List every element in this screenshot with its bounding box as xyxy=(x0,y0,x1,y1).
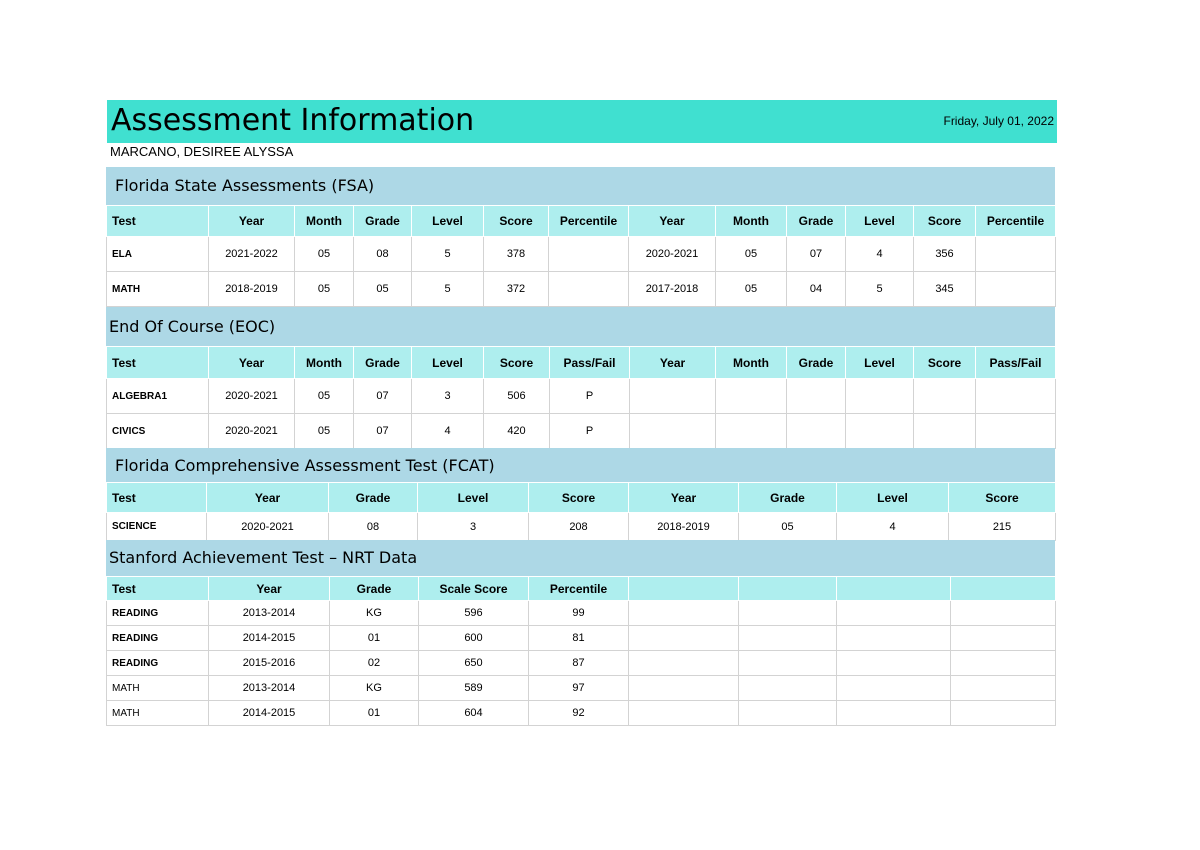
eoc-column-header: Score xyxy=(914,347,976,379)
sat-table-cell: MATH xyxy=(107,676,209,701)
fsa-column-header: Grade xyxy=(787,206,846,237)
eoc-table-cell xyxy=(846,414,914,449)
eoc-header-row xyxy=(107,347,1056,379)
eoc-column-header: Test xyxy=(107,347,209,379)
sat-table-row xyxy=(107,701,1056,726)
fsa-table-cell: MATH xyxy=(107,272,209,307)
report-date: Friday, July 01, 2022 xyxy=(943,114,1054,128)
sat-table-cell: 01 xyxy=(330,626,419,651)
sat-table-cell: 81 xyxy=(529,626,629,651)
fcat-column-header: Level xyxy=(418,483,529,513)
sat-column-header xyxy=(629,577,739,601)
sat-table-cell xyxy=(739,701,837,726)
fcat-column-header: Year xyxy=(207,483,329,513)
sat-table-row xyxy=(107,676,1056,701)
eoc-column-header: Pass/Fail xyxy=(976,347,1056,379)
sat-column-header: Scale Score xyxy=(419,577,529,601)
fcat-table-cell: SCIENCE xyxy=(107,513,207,541)
eoc-table-cell: 2020-2021 xyxy=(209,379,295,414)
fsa-table-cell xyxy=(976,272,1056,307)
fcat-table-cell: 208 xyxy=(529,513,629,541)
sat-table-cell xyxy=(951,601,1056,626)
sat-table-cell: 600 xyxy=(419,626,529,651)
sat-table-cell xyxy=(739,601,837,626)
eoc-column-header: Year xyxy=(630,347,716,379)
sat-table-cell: 589 xyxy=(419,676,529,701)
eoc-table-cell: 07 xyxy=(354,379,412,414)
fcat-table-cell: 05 xyxy=(739,513,837,541)
eoc-column-header: Level xyxy=(412,347,484,379)
fsa-column-header: Year xyxy=(209,206,295,237)
sat-table-cell: 2013-2014 xyxy=(209,676,330,701)
sat-column-header: Year xyxy=(209,577,330,601)
fsa-table-cell: 05 xyxy=(354,272,412,307)
sat-table-cell: 99 xyxy=(529,601,629,626)
fcat-column-header: Test xyxy=(107,483,207,513)
eoc-column-header: Grade xyxy=(787,347,846,379)
fsa-column-header: Score xyxy=(484,206,549,237)
fsa-column-header: Percentile xyxy=(549,206,629,237)
fcat-column-header: Score xyxy=(949,483,1056,513)
sat-table-cell: 2014-2015 xyxy=(209,701,330,726)
fsa-table-cell: 05 xyxy=(716,272,787,307)
sat-table-cell: 2013-2014 xyxy=(209,601,330,626)
fcat-table xyxy=(106,482,1056,541)
sat-table-cell: 650 xyxy=(419,651,529,676)
fsa-table-cell: 4 xyxy=(846,237,914,272)
fcat-table-cell: 4 xyxy=(837,513,949,541)
sat-table-cell xyxy=(629,601,739,626)
eoc-column-header: Month xyxy=(716,347,787,379)
fsa-table-cell: 345 xyxy=(914,272,976,307)
sat-table-cell xyxy=(837,626,951,651)
fsa-table-cell: 07 xyxy=(787,237,846,272)
fsa-table-row xyxy=(107,237,1056,272)
eoc-column-header: Pass/Fail xyxy=(550,347,630,379)
fsa-table-cell: 5 xyxy=(846,272,914,307)
fsa-column-header: Level xyxy=(846,206,914,237)
fsa-table-cell: ELA xyxy=(107,237,209,272)
fsa-table-cell: 378 xyxy=(484,237,549,272)
sat-table-row xyxy=(107,651,1056,676)
sat-table-cell: KG xyxy=(330,601,419,626)
fsa-column-header: Month xyxy=(716,206,787,237)
fcat-table-cell: 215 xyxy=(949,513,1056,541)
fcat-table-cell: 08 xyxy=(329,513,418,541)
sat-table-cell xyxy=(629,651,739,676)
fsa-table-cell: 05 xyxy=(716,237,787,272)
sat-table-cell xyxy=(739,626,837,651)
student-name: MARCANO, DESIREE ALYSSA xyxy=(110,144,294,159)
eoc-table-cell: ALGEBRA1 xyxy=(107,379,209,414)
sat-column-header: Percentile xyxy=(529,577,629,601)
eoc-table-cell: 05 xyxy=(295,379,354,414)
sat-table-cell: 92 xyxy=(529,701,629,726)
fsa-column-header: Test xyxy=(107,206,209,237)
eoc-table-cell xyxy=(914,379,976,414)
report-title: Assessment Information xyxy=(111,103,475,138)
sat-table-cell: READING xyxy=(107,651,209,676)
eoc-table-cell: 3 xyxy=(412,379,484,414)
fsa-table-cell: 2018-2019 xyxy=(209,272,295,307)
sat-column-header xyxy=(837,577,951,601)
fcat-table-cell: 2018-2019 xyxy=(629,513,739,541)
sat-table-cell xyxy=(837,651,951,676)
eoc-table-cell: 420 xyxy=(484,414,550,449)
sat-table-cell xyxy=(629,626,739,651)
fsa-table-cell: 5 xyxy=(412,237,484,272)
sat-column-header: Test xyxy=(107,577,209,601)
sat-table-cell: 604 xyxy=(419,701,529,726)
fsa-table-cell xyxy=(549,237,629,272)
eoc-table-cell: 506 xyxy=(484,379,550,414)
eoc-table-cell: P xyxy=(550,414,630,449)
fcat-section-title: Florida Comprehensive Assessment Test (FCAT) xyxy=(106,448,1055,482)
sat-table-cell xyxy=(951,626,1056,651)
fsa-column-header: Level xyxy=(412,206,484,237)
eoc-table-cell xyxy=(630,379,716,414)
eoc-column-header: Year xyxy=(209,347,295,379)
eoc-table-cell xyxy=(787,414,846,449)
sat-table xyxy=(106,576,1056,726)
sat-table-cell xyxy=(837,701,951,726)
eoc-table-cell xyxy=(914,414,976,449)
sat-table-cell: 02 xyxy=(330,651,419,676)
sat-column-header xyxy=(739,577,837,601)
fsa-table-cell: 5 xyxy=(412,272,484,307)
eoc-table xyxy=(106,346,1056,449)
fcat-column-header: Grade xyxy=(329,483,418,513)
eoc-table-cell xyxy=(716,379,787,414)
fsa-section-title: Florida State Assessments (FSA) xyxy=(106,167,1055,205)
fsa-column-header: Percentile xyxy=(976,206,1056,237)
fsa-column-header: Score xyxy=(914,206,976,237)
fcat-table-cell: 2020-2021 xyxy=(207,513,329,541)
sat-table-cell xyxy=(837,676,951,701)
fsa-table-cell: 2020-2021 xyxy=(629,237,716,272)
eoc-table-cell xyxy=(630,414,716,449)
eoc-table-cell: 2020-2021 xyxy=(209,414,295,449)
eoc-table-cell xyxy=(976,414,1056,449)
eoc-table-row xyxy=(107,379,1056,414)
sat-column-header: Grade xyxy=(330,577,419,601)
sat-column-header xyxy=(951,577,1056,601)
fsa-table-row xyxy=(107,272,1056,307)
sat-table-cell xyxy=(951,651,1056,676)
sat-table-cell: 2015-2016 xyxy=(209,651,330,676)
fsa-column-header: Grade xyxy=(354,206,412,237)
fcat-column-header: Grade xyxy=(739,483,837,513)
sat-table-cell xyxy=(629,701,739,726)
sat-table-cell: READING xyxy=(107,601,209,626)
eoc-table-cell: P xyxy=(550,379,630,414)
report-header xyxy=(107,100,1057,143)
fsa-column-header: Year xyxy=(629,206,716,237)
fsa-table-cell: 2017-2018 xyxy=(629,272,716,307)
fsa-table-cell: 2021-2022 xyxy=(209,237,295,272)
sat-table-cell xyxy=(951,701,1056,726)
sat-table-cell: 596 xyxy=(419,601,529,626)
sat-header-row xyxy=(107,577,1056,601)
fsa-table-cell: 372 xyxy=(484,272,549,307)
fcat-column-header: Score xyxy=(529,483,629,513)
eoc-table-cell xyxy=(846,379,914,414)
fsa-table-cell: 356 xyxy=(914,237,976,272)
eoc-section-title: End Of Course (EOC) xyxy=(106,307,1055,346)
sat-table-cell: 87 xyxy=(529,651,629,676)
fsa-table-cell: 05 xyxy=(295,272,354,307)
eoc-column-header: Month xyxy=(295,347,354,379)
sat-table-row xyxy=(107,601,1056,626)
sat-table-row xyxy=(107,626,1056,651)
eoc-table-cell xyxy=(716,414,787,449)
fsa-table-cell: 08 xyxy=(354,237,412,272)
eoc-table-cell: 05 xyxy=(295,414,354,449)
sat-table-cell xyxy=(739,676,837,701)
sat-table-cell xyxy=(739,651,837,676)
fsa-table-cell xyxy=(549,272,629,307)
fsa-table-cell xyxy=(976,237,1056,272)
fcat-column-header: Year xyxy=(629,483,739,513)
fcat-header-row xyxy=(107,483,1056,513)
fsa-header-row xyxy=(107,206,1056,237)
fsa-table-cell: 05 xyxy=(295,237,354,272)
eoc-table-cell: 07 xyxy=(354,414,412,449)
sat-table-cell xyxy=(837,601,951,626)
sat-table-cell: MATH xyxy=(107,701,209,726)
sat-section-title: Stanford Achievement Test – NRT Data xyxy=(106,540,1055,576)
eoc-table-row xyxy=(107,414,1056,449)
eoc-table-cell xyxy=(787,379,846,414)
eoc-table-cell: 4 xyxy=(412,414,484,449)
fsa-table xyxy=(106,205,1056,307)
sat-table-cell xyxy=(951,676,1056,701)
sat-table-cell xyxy=(629,676,739,701)
eoc-column-header: Level xyxy=(846,347,914,379)
fsa-column-header: Month xyxy=(295,206,354,237)
eoc-column-header: Grade xyxy=(354,347,412,379)
fsa-table-cell: 04 xyxy=(787,272,846,307)
sat-table-cell: READING xyxy=(107,626,209,651)
sat-table-cell: 2014-2015 xyxy=(209,626,330,651)
sat-table-cell: KG xyxy=(330,676,419,701)
eoc-table-cell: CIVICS xyxy=(107,414,209,449)
eoc-table-cell xyxy=(976,379,1056,414)
eoc-column-header: Score xyxy=(484,347,550,379)
fcat-table-cell: 3 xyxy=(418,513,529,541)
fcat-column-header: Level xyxy=(837,483,949,513)
fcat-table-row xyxy=(107,513,1056,541)
sat-table-cell: 97 xyxy=(529,676,629,701)
sat-table-cell: 01 xyxy=(330,701,419,726)
